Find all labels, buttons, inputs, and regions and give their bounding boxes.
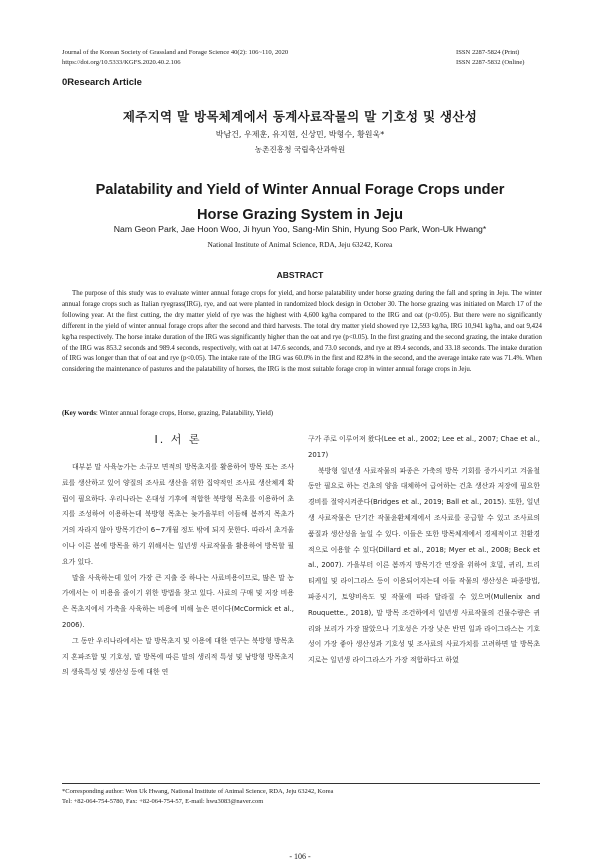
paragraph: 그 동안 우리나라에서는 말 방목초지 및 이용에 대한 연구는 북방형 방목초지 혼파조합 및 기호성, 말 방목에 따른 말의 생리적 특성 및 남방형 방목초지의 생육특성 및 생산성 등에 대한 연 [62,636,294,677]
korean-authors: 박남건, 우제훈, 유지현, 신상민, 박형수, 황원욱* [215,130,385,139]
section-heading-introduction: Ⅰ. 서 론 [154,433,202,446]
english-authors: Nam Geon Park, Jae Hoon Woo, Ji hyun Yoo, Sang-Min Shin, Hyung Soo Park, Won-Uk Hwang* [113,224,487,234]
page-number: - 106 - [289,852,311,861]
article-type: 0Research Article [62,77,142,88]
footnote-line2: Tel: +82-064-754-5780, Fax: +82-064-754-57, E-mail: hwu3083@naver.com [62,797,264,805]
footnote-divider [62,783,540,784]
english-institution: National Institute of Animal Science, RDA, Jeju 63242, Korea [207,240,393,249]
english-title-line2: Horse Grazing System in Jeju [196,207,403,223]
paragraph: 북방형 일년생 사료작물의 파종은 가축의 방목 기회를 증가시키고 겨울철 동안 필요로 하는 건초의 양을 대체하여 급여하는 건초 생산과 저장에 필요한 경비를 절약시켜준다(Bridges et al., 2019; Ball et al., 2015). 또한, 일년생 사료작물은 단기간 작물윤환체계에서 조사료를 공급할 수 있고 조사료의 품질과 생산성을 높일 수 있다. 이들은 또한 방목체계에서 경제적이고 친환경적으로 이용할 수 있다(Dillard et al., 2018; Myer et al., 2008; Beck et al., 2007). 가을부터 이른 봄까지 방목기간 연장을 위하여 호밀, 귀리, 트리티케일 및 라이그라스 등이 이용되어지는데 이들 작물의 생산성은 파종방법, 파종시기, 토양비옥도 및 작물에 따라 달라질 수 있으며(Mullenix and Rouquette., 2018), 말 방목 조건하에서 일년생 사료작물의 건물수량은 귀리와 보리가 가장 많았으나 기호성은 가장 낮은 반면 일과 라이그라스는 기호성이 가장 좋아 생산성과 기호성 및 조사료의 사료가치를 고려하면 말 방목초지로는 일년생 라이그라스가 가장 적합하다고 하였 [308,466,540,665]
corresponding-author-footnote [62,787,540,806]
journal-citation: Journal of the Korean Society of Grassland and Forage Science 40(2): 106~110, 2020 [62,49,289,56]
paragraph: 대부분 말 사육농가는 소규모 면적의 방목초지를 활용하여 방목 또는 조사료를 생산하고 있어 양질의 조사료 생산을 위한 집약적인 조사료 생산체계 확립이 필요하다. 우리나라는 온대성 기후에 적합한 북방형 목초를 이용하여 초지를 조성하여 이용하는데 북방형 목초는 늦가을부터 이듬해 봄까지 목초가 거의 자라지 않아 방목기간이 6~7개월 정도 밖에 되지 못한다. 따라서 초겨울이나 이른 봄에 방목을 하기 위해서는 일년생 사료작물을 활용하여 방목할 필요가 있다. [62,463,294,566]
keywords-label: (Key words [62,410,96,417]
paragraph: 구가 주로 이루어져 왔다(Lee et al., 2002; Lee et al., 2007; Chae et al., 2017) [308,435,540,459]
abstract-text: The purpose of this study was to evaluate winter annual forage crops for yield, and horse palatability under horse grazing during the fall and spring in Jeju. The winter annual forage crops such as Italian ryegrass(IRG), rye, and oat were planted in randomized block design in October 30. The horse grazing was initiated on March 17 of the following year. At the first cutting, the dry matter yield of rye was the highest with 4,600 kg/ha compared to the IRG and oat (p<0.05). But there were no significantly different in the yield of winter annual forage crops after the second and third harvests. The total dry matter yield showed rye 12,593 kg/ha, IRG 10,941 kg/ha, and oat 9,424 kg/ha respectively. The horse intake duration of the IRG was significantly higher than the oat and rye (p<0.05). In the first grazing and the second grazing, the intake duration of the IRG was 853.2 seconds and 989.4 seconds, respectively, with oat at 147.6 seconds, and 73.0 seconds, and rye at 89.4 seconds, and 33.18 seconds. The intake duration of IRG was longer than that of oat and rye (p<0.05). The intake rate of the IRG was 60.0% in the first and 82.8% in the second, and the average intake rate was 71.4%. When considering the maintenance of pastures and the palatability of horses, the IRG is the most suitable forage crop in winter annual forage crops in Jeju. [62,290,542,374]
footnote-line1: *Corresponding author: Won Uk Hwang, National Institute of Animal Science, RDA, Jeju 63242, Korea [62,788,334,795]
keywords-text: : Winter annual forage crops, Horse, grazing, Palatability, Yield) [95,410,274,417]
body-column-left [62,460,294,681]
issn-online: ISSN 2287-5832 (Online) [456,59,525,66]
paragraph: 말을 사육하는데 있어 가장 큰 지출 중 하나는 사료비용이므로, 많은 말 농가에서는 이 비용을 줄이기 위한 방법을 찾고 있다. 사료의 구매 및 저장 비용은 목초지에서 가축을 사육하는 비용에 비해 높은 편이다(McCormick et al., 2006). [62,573,294,629]
english-title-line1: Palatability and Yield of Winter Annual Forage Crops under [95,182,505,198]
korean-title: 제주지역 말 방목체계에서 동계사료작물의 말 기호성 및 생산성 [122,109,478,124]
issn-print: ISSN 2287-5824 (Print) [456,49,520,56]
body-column-right [308,432,540,669]
doi-link[interactable]: https://doi.org/10.5333/KGFS.2020.40.2.106 [62,59,181,66]
english-title [40,178,560,228]
korean-institution: 농촌진흥청 국립축산과학원 [254,145,346,154]
abstract-heading: ABSTRACT [276,270,324,280]
keywords [62,410,542,417]
